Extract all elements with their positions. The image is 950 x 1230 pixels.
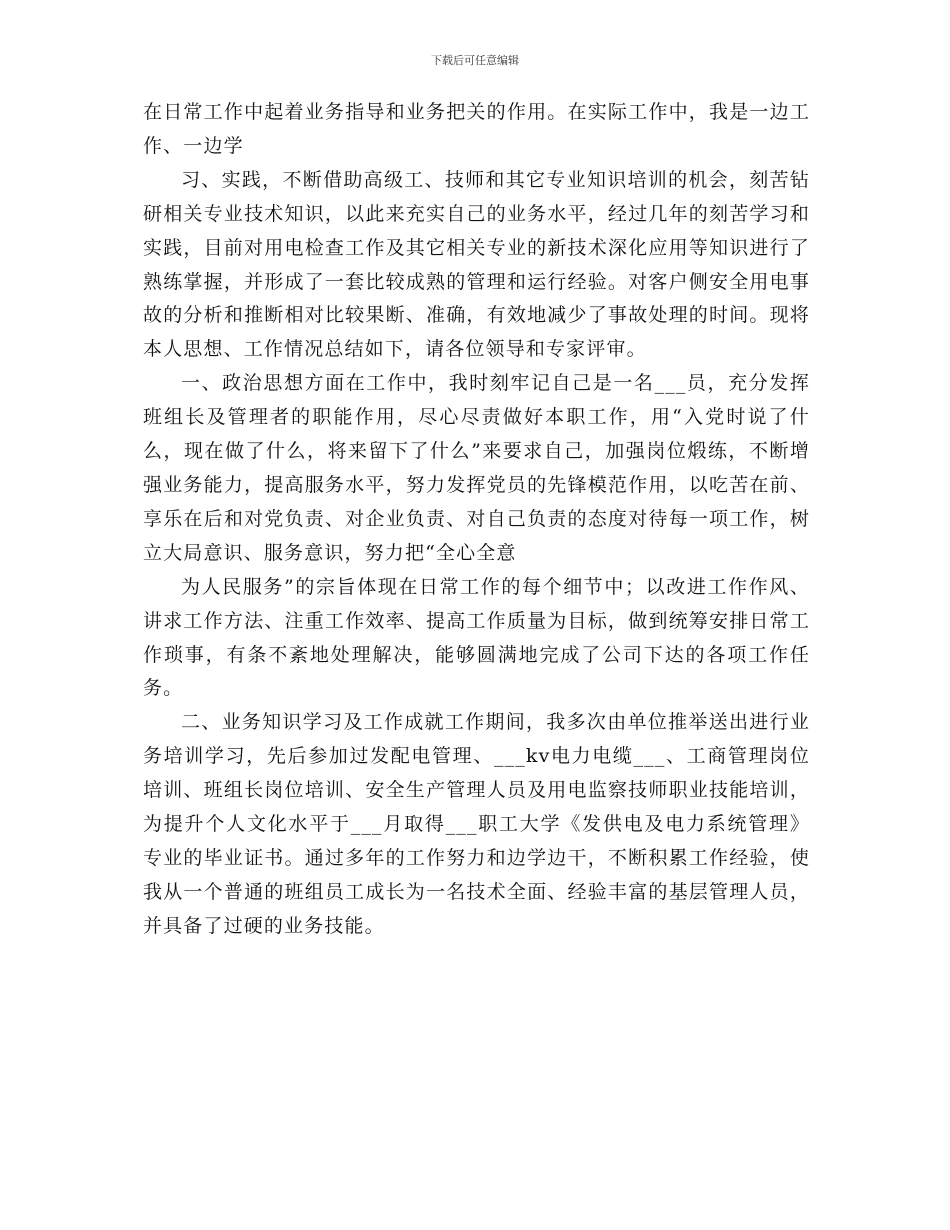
paragraph-continuation: 在日常工作中起着业务指导和业务把关的作用。在实际工作中，我是一边工作、一边学 [143,101,810,157]
paragraph-study-practice: 习、实践，不断借助高级工、技师和其它专业知识培训的机会，刻苦钻研相关专业技术知识，以此来充实自己的业务水平，经过几年的刻苦学习和实践，目前对用电检查工作及其它相关专业的新技术深化应用等知识进行了熟练掌握，并形成了一套比较成熟的管理和运行经验。对客户侧安全用电事故的分析和推断相对比较果断、准确，有效地减少了事故处理的时间。现将本人思想、工作情况总结如下，请各位领导和专家评审。 [143,168,810,361]
paragraph-business-knowledge: 二、业务知识学习及工作成就工作期间，我多次由单位推举送出进行业务培训学习，先后参加过发配电管理、___kv电力电缆___、工商管理岗位培训、班组长岗位培训、安全生产管理人员及用电监察技师职业技能培训，为提升个人文化水平于___月取得___职工大学《发供电及电力系统管理》专业的毕业证书。通过多年的工作努力和边学边干，不断积累工作经验，使我从一个普通的班组员工成长为一名技术全面、经验丰富的基层管理人员，并具备了过硬的业务技能。 [143,711,810,937]
paragraph-serve-people: 为人民服务”的宗旨体现在日常工作的每个细节中；以改进工作作风、讲求工作方法、注重工作效率、提高工作质量为目标，做到统筹安排日常工作琐事，有条不紊地处理解决，能够圆满地完成了公司下达的各项工作任务。 [143,575,810,700]
document-body [143,96,810,944]
paragraph-political-thought: 一、政治思想方面在工作中，我时刻牢记自己是一名___员，充分发挥班组长及管理者的职能作用，尽心尽责做好本职工作，用“入党时说了什么，现在做了什么，将来留下了什么”来要求自己，加强岗位煅练，不断增强业务能力，提高服务水平，努力发挥党员的先锋模范作用，以吃苦在前、享乐在后和对党负责、对企业负责、对自己负责的态度对待每一项工作，树立大局意识、服务意识，努力把“全心全意 [143,372,810,564]
page-header: 下载后可任意编辑 [431,54,519,67]
